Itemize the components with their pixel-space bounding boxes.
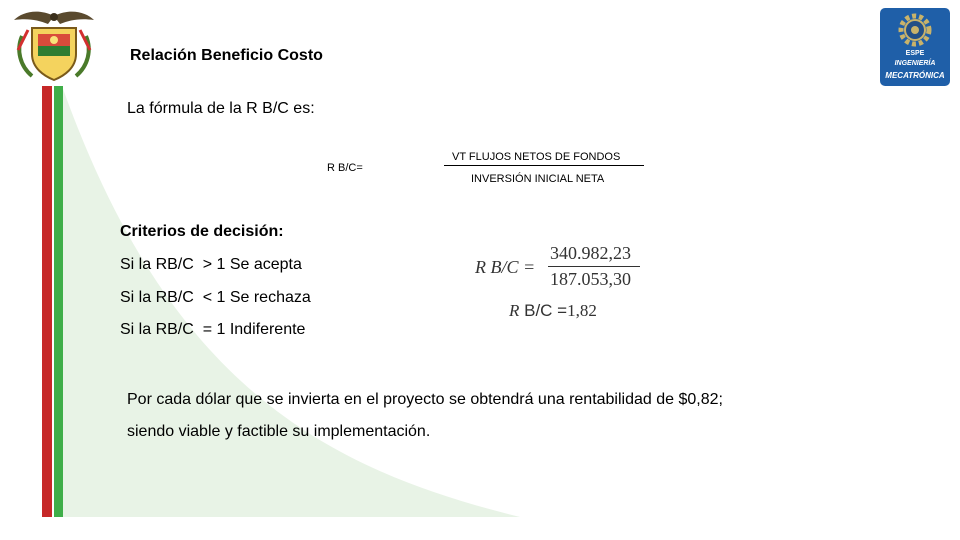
calc-result-label: B/C =: [524, 301, 568, 320]
logo-text-ingenieria: INGENIERÍA: [894, 60, 936, 67]
page-title: Relación Beneficio Costo: [130, 47, 323, 64]
formula-numerator: VT FLUJOS NETOS DE FONDOS: [452, 151, 621, 163]
criteria-item: Si la RB/C > 1 Se acepta: [120, 256, 302, 273]
red-stripe: [42, 86, 52, 517]
calc-denominator: 187.053,30: [550, 269, 631, 289]
espe-mecatronica-logo: [880, 8, 950, 86]
conclusion-line-1: Por cada dólar que se invierta en el proyecto se obtendrá una rentabilidad de $0,82;: [127, 391, 723, 408]
conclusion-line-2: siendo viable y factible su implementación.: [127, 423, 431, 440]
calc-result: [509, 301, 597, 321]
calc-result-prefix: R: [509, 301, 520, 320]
calc-lhs: R B/C =: [475, 257, 536, 277]
criteria-item: Si la RB/C < 1 Se rechaza: [120, 289, 311, 306]
calc-result-value: 1,82: [567, 301, 597, 320]
calc-numerator: 340.982,23: [550, 243, 631, 263]
logo-text-espe: ESPE: [905, 50, 925, 57]
formula-denominator: INVERSIÓN INICIAL NETA: [471, 173, 605, 185]
criteria-heading: Criterios de decisión:: [120, 223, 284, 240]
logo-text-mecatronica: MECATRÓNICA: [885, 71, 945, 80]
formula-intro: La fórmula de la R B/C es:: [127, 100, 315, 117]
coat-of-arms-logo: [8, 6, 100, 86]
formula-fraction-line: [444, 165, 644, 166]
formula-lhs: R B/C=: [327, 162, 363, 174]
gear-icon: [895, 10, 935, 50]
green-stripe: [54, 86, 63, 517]
criteria-item: Si la RB/C = 1 Indiferente: [120, 321, 306, 338]
calc-fraction-line: [548, 266, 640, 267]
